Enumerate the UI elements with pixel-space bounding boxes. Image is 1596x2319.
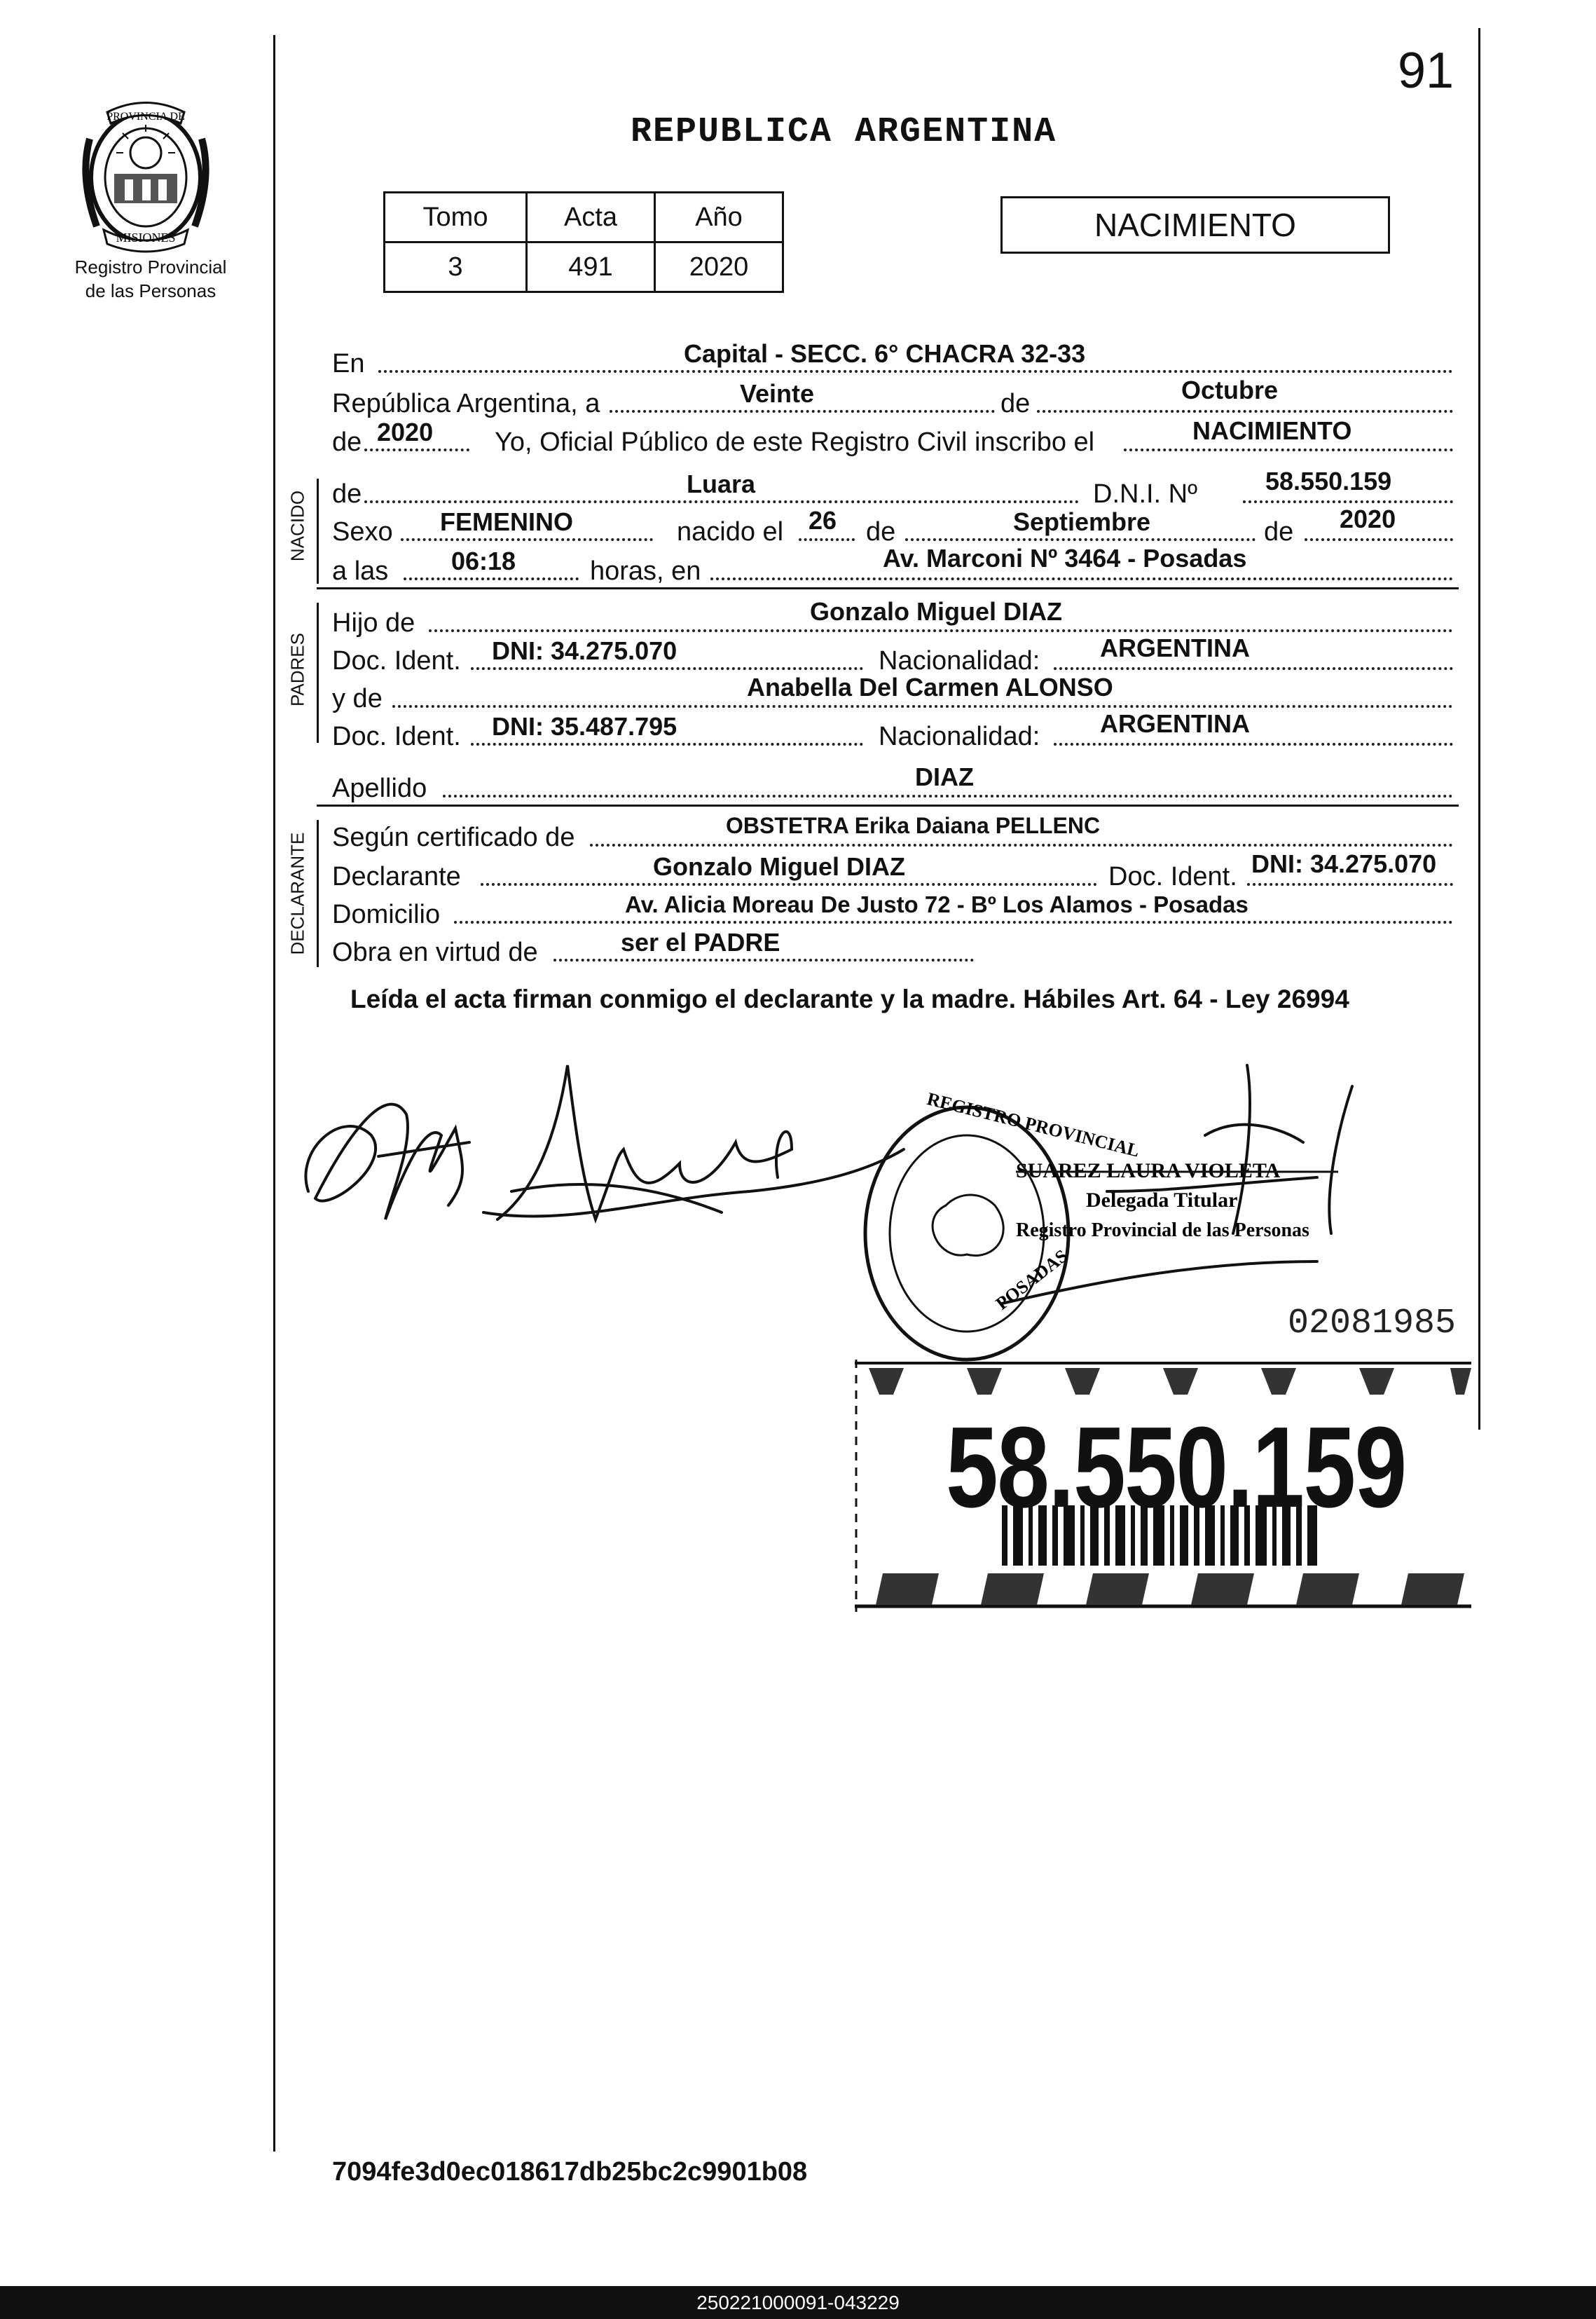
nacido-de-label: de bbox=[332, 479, 362, 509]
reference-header-row bbox=[385, 193, 783, 242]
padres-section-label: PADRES bbox=[287, 633, 308, 706]
stamp-name-text: SUAREZ LAURA VIOLETA bbox=[1016, 1159, 1281, 1182]
birth-year: 2020 bbox=[1340, 505, 1396, 533]
mother-dotted-line bbox=[392, 705, 1453, 708]
date-label-a: República Argentina, a bbox=[332, 389, 600, 418]
mother-name: Anabella Del Carmen ALONSO bbox=[747, 673, 1113, 702]
hijo-de-label: Hijo de bbox=[332, 608, 415, 638]
birth-day: 26 bbox=[809, 506, 837, 535]
birth-month-dotted-line bbox=[905, 538, 1256, 541]
page-number: 91 bbox=[1398, 43, 1454, 99]
mother-nat-label: Nacionalidad: bbox=[879, 722, 1040, 751]
date-month: Octubre bbox=[1181, 376, 1279, 404]
reference-table bbox=[383, 191, 784, 293]
apellido-separator bbox=[317, 805, 1459, 807]
event-dotted-line bbox=[1124, 449, 1453, 451]
tomo-header: Tomo bbox=[385, 193, 527, 242]
father-name: Gonzalo Miguel DIAZ bbox=[810, 597, 1062, 626]
domicilio-dotted-line bbox=[454, 921, 1453, 924]
reference-value-row bbox=[385, 242, 783, 292]
obra-value: ser el PADRE bbox=[621, 928, 780, 957]
declarante-doc: DNI: 34.275.070 bbox=[1251, 849, 1437, 878]
obra-label: Obra en virtud de bbox=[332, 938, 538, 967]
control-serial-number: 02081985 bbox=[1288, 1304, 1457, 1343]
year-text: Yo, Oficial Público de este Registro Civil inscribo el bbox=[495, 427, 1095, 457]
nacido-el-label: nacido el bbox=[677, 517, 784, 547]
anio-value: 2020 bbox=[655, 242, 783, 292]
sexo-dotted-line bbox=[401, 538, 653, 541]
birth-time: 06:18 bbox=[451, 547, 516, 575]
anio-header: Año bbox=[655, 193, 783, 242]
round-seal-top-text: REGISTRO PROVINCIAL bbox=[925, 1088, 1142, 1161]
date-day: Veinte bbox=[740, 379, 815, 408]
signature-mother-scribble bbox=[305, 1104, 469, 1219]
declarante-doc-dotted-line bbox=[1247, 883, 1453, 886]
child-name: Luara bbox=[687, 470, 756, 498]
stamp-office-text: Registro Provincial de las Personas bbox=[1016, 1219, 1309, 1241]
issuer-caption-line2: de las Personas bbox=[85, 280, 216, 301]
declarante-doc-label: Doc. Ident. bbox=[1108, 862, 1237, 891]
misiones-seal-logo bbox=[76, 97, 216, 258]
birth-de2-label: de bbox=[1264, 517, 1294, 547]
date-label-de: de bbox=[1000, 389, 1031, 418]
father-nationality: ARGENTINA bbox=[1100, 634, 1250, 662]
signature-declarante-scribble bbox=[483, 1065, 904, 1219]
time-dotted-line bbox=[404, 577, 579, 580]
nacido-separator bbox=[317, 587, 1459, 589]
place-label: En bbox=[332, 349, 365, 378]
issuer-caption-line1: Registro Provincial bbox=[74, 256, 227, 278]
sexo-label: Sexo bbox=[332, 517, 393, 547]
day-dotted-line bbox=[610, 410, 995, 413]
issuer-caption bbox=[49, 255, 252, 303]
cert-dotted-line bbox=[590, 844, 1453, 847]
acta-header: Acta bbox=[527, 193, 655, 242]
name-dotted-line bbox=[364, 500, 1079, 503]
event-value: NACIMIENTO bbox=[1192, 416, 1352, 445]
closing-note: Leída el acta firman conmigo el declarante y la madre. Hábiles Art. 64 - Ley 26994 bbox=[350, 985, 1349, 1013]
apellido-value: DIAZ bbox=[915, 762, 974, 791]
acta-value: 491 bbox=[527, 242, 655, 292]
domicilio-label: Domicilio bbox=[332, 900, 441, 929]
birth-day-dotted-line bbox=[799, 538, 855, 541]
birth-month: Septiembre bbox=[1013, 507, 1151, 536]
padres-bracket bbox=[317, 603, 319, 743]
domicilio-value: Av. Alicia Moreau De Justo 72 - Bº Los Alamos - Posadas bbox=[625, 891, 1248, 917]
month-dotted-line bbox=[1037, 410, 1453, 413]
y-de-label: y de bbox=[332, 684, 383, 713]
birth-year-dotted-line bbox=[1305, 538, 1453, 541]
svg-text:PROVINCIA DE: PROVINCIA DE bbox=[106, 111, 185, 123]
footer-bar: 250221000091-043229 bbox=[0, 2286, 1596, 2319]
child-dni: 58.550.159 bbox=[1265, 467, 1392, 495]
declarante-section-label: DECLARANTE bbox=[287, 832, 308, 955]
document-hash: 7094fe3d0ec018617db25bc2c9901b08 bbox=[332, 2157, 808, 2187]
apellido-dotted-line bbox=[443, 795, 1453, 798]
father-doc-dotted-line bbox=[471, 667, 863, 670]
obra-dotted-line bbox=[553, 959, 974, 962]
document-title: REPUBLICA ARGENTINA bbox=[631, 112, 1057, 152]
mother-nationality: ARGENTINA bbox=[1100, 709, 1250, 738]
nacido-section-label: NACIDO bbox=[287, 490, 308, 562]
place-value: Capital - SECC. 6° CHACRA 32-33 bbox=[684, 339, 1086, 368]
stamp-role-text: Delegada Titular bbox=[1086, 1189, 1238, 1212]
declarante-dotted-line bbox=[481, 883, 1097, 886]
cert-label: Según certificado de bbox=[332, 823, 575, 852]
dni-label: D.N.I. Nº bbox=[1093, 479, 1197, 509]
declarante-bracket bbox=[317, 820, 319, 967]
father-doc: DNI: 34.275.070 bbox=[492, 636, 677, 665]
mother-nat-dotted-line bbox=[1054, 743, 1453, 746]
place-dotted-line bbox=[378, 370, 1453, 373]
mother-doc-label: Doc. Ident. bbox=[332, 722, 461, 751]
alas-label: a las bbox=[332, 556, 389, 586]
apellido-label: Apellido bbox=[332, 774, 427, 803]
tomo-value: 3 bbox=[385, 242, 527, 292]
dni-security-label: 58.550.159 bbox=[946, 1403, 1406, 1531]
year-dotted-line bbox=[364, 449, 469, 451]
round-seal-city-text: POSADAS bbox=[991, 1245, 1072, 1314]
declarante-name: Gonzalo Miguel DIAZ bbox=[653, 852, 905, 881]
father-nat-dotted-line bbox=[1054, 667, 1453, 670]
svg-text:MISIONES: MISIONES bbox=[116, 231, 176, 245]
mother-doc: DNI: 35.487.795 bbox=[492, 712, 677, 741]
sexo-value: FEMENINO bbox=[440, 507, 574, 536]
declarante-label: Declarante bbox=[332, 862, 461, 891]
mother-doc-dotted-line bbox=[471, 743, 863, 746]
birth-de1-label: de bbox=[866, 517, 896, 547]
horas-label: horas, en bbox=[590, 556, 701, 586]
birth-place: Av. Marconi Nº 3464 - Posadas bbox=[883, 544, 1247, 573]
birth-place-dotted-line bbox=[710, 577, 1453, 580]
year-label-de: de bbox=[332, 427, 362, 457]
right-margin-line bbox=[1478, 28, 1480, 1430]
father-nat-label: Nacionalidad: bbox=[879, 646, 1040, 676]
record-type-box: NACIMIENTO bbox=[1000, 196, 1390, 254]
cert-value: OBSTETRA Erika Daiana PELLENC bbox=[726, 813, 1101, 838]
father-doc-label: Doc. Ident. bbox=[332, 646, 461, 676]
dni-dotted-line bbox=[1243, 500, 1453, 503]
left-margin-line bbox=[273, 35, 275, 2152]
father-dotted-line bbox=[429, 629, 1453, 632]
year-value: 2020 bbox=[377, 418, 434, 446]
nacido-bracket bbox=[317, 479, 319, 584]
